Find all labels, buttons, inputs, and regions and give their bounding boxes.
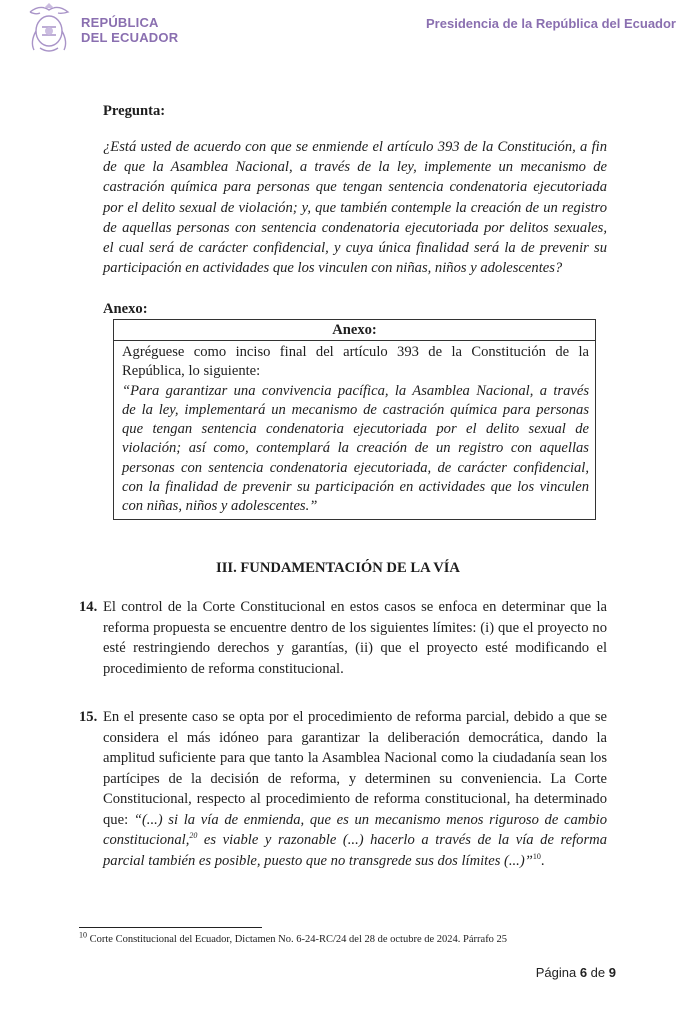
page-current: 6 (579, 965, 588, 980)
court-quote: parcial también es posible, puesto que no transgrede sus dos límites (...)” (103, 852, 533, 869)
period: . (540, 852, 545, 869)
paragraph-line: procedimiento de reforma constitucional. (103, 660, 344, 677)
question-line: por el delito sexual de violación; y, que también contemple la creación de un registro (103, 199, 607, 216)
question-line: de aquellas personas con sentencia condenatoria ejecutoriada por delitos sexuales, (103, 219, 607, 236)
paragraph-15 (103, 707, 607, 871)
header-title: Presidencia de la República del Ecuador (426, 16, 676, 31)
paragraph-number-14: 14. (79, 599, 98, 615)
page-total: 9 (608, 965, 616, 980)
logo-text (81, 15, 178, 45)
annex-label: Anexo: (103, 301, 148, 317)
paragraph-line: considera el más idóneo para garantizar la deliberación democrática, dando la (103, 729, 607, 746)
paragraph-line: En el presente caso se opta por el procedimiento de reforma parcial, debido a que se (103, 709, 607, 725)
annex-box-title: Anexo: (114, 320, 595, 341)
question-text (103, 137, 607, 278)
annex-quote-line: “Para garantizar una convivencia pacífica, la Asamblea Nacional, a través (122, 382, 589, 399)
question-line: participación en actividades que los vinculen con niñas, niños y adolescentes? (103, 260, 563, 277)
page-of: de (590, 965, 606, 980)
page-header (0, 0, 676, 60)
footnote (79, 930, 508, 945)
paragraph-line: reforma propuesta se encuentre dentro de los siguientes límites: (i) que el proyecto no (103, 619, 607, 636)
logo-line-1: REPÚBLICA (81, 15, 159, 30)
footnote-text: Corte Constitucional del Ecuador, Dictamen No. 6-24-RC/24 del 28 de octubre de 2024. Párrafo 25 (87, 934, 508, 945)
paragraph-number-15: 15. (79, 709, 98, 725)
paragraph-line (103, 830, 607, 851)
annex-quote-line: que tengan sentencia condenatoria ejecutoriada por el delito sexual de (122, 421, 589, 438)
paragraph-line: El control de la Corte Constitucional en estos casos se enfoca en determinar que la (103, 599, 607, 615)
annex-quote-line: personas con sentencia condenatoria ejecutoriada, de carácter confidencial, (122, 459, 589, 476)
paragraph-line: esté restringiendo derechos y garantías, (ii) que el proyecto esté modificando el (103, 640, 607, 656)
annex-box (113, 319, 596, 520)
footnote-marker: 10 (79, 930, 87, 940)
paragraph-14 (103, 597, 607, 679)
question-label: Pregunta: (103, 103, 166, 119)
paragraph-line: Constitucional, respecto al procedimiento de reforma constitucional, ha determinado (103, 791, 607, 807)
annex-quote-line: con la finalidad de prevenir su participación en actividades que los vinculen (122, 479, 589, 496)
paragraph-line: amplitud suficiente para que tanto la Asamblea Nacional como la ciudadanía sean los (103, 750, 607, 766)
court-quote: es viable y razonable (...) hacerlo a través de la vía de reforma (197, 832, 607, 848)
annex-intro-line: República, lo siguiente: (122, 363, 261, 380)
annex-intro-line: Agréguese como inciso final del artículo 393 de la Constitución de la (122, 344, 589, 360)
footnote-ref-20[interactable]: 20 (189, 831, 198, 841)
section-title: III. FUNDAMENTACIÓN DE LA VÍA (216, 560, 460, 576)
footnote-ref-10[interactable]: 10 (532, 851, 541, 861)
question-line: el cual será de carácter confidencial, y cuya única finalidad será la de prevenir su (103, 240, 607, 257)
coat-of-arms-icon (22, 2, 76, 54)
logo-line-2: DEL ECUADOR (81, 30, 179, 45)
footnote-divider (79, 927, 262, 928)
question-line: de que la Asamblea Nacional, a través de la ley, implemente un mecanismo de (103, 159, 607, 176)
court-quote: “(...) si la vía de enmienda, que es un mecanismo menos riguroso de cambio (133, 811, 607, 828)
annex-body (122, 343, 589, 517)
annex-quote-line: con niñas, niños y adolescentes.” (122, 498, 318, 515)
court-quote: constitucional, (103, 832, 190, 848)
paragraph-line (103, 851, 607, 872)
annex-quote-line: violación; así como, contemplará la creación de un registro con aquellas (122, 440, 589, 457)
paragraph-line (103, 810, 607, 831)
quote-intro: que: (103, 811, 134, 828)
paragraph-line: partícipes de la decisión de reforma, y determinen su conveniencia. La Corte (103, 770, 607, 787)
page-label: Página (535, 965, 577, 980)
question-line: ¿Está usted de acuerdo con que se enmiende el artículo 393 de la Constitución, a fin (103, 139, 607, 155)
question-line: castración química para personas que tengan sentencia condenatoria ejecutoriada (103, 179, 607, 196)
annex-quote-line: de la ley, implementará un mecanismo de castración química para personas (122, 401, 589, 418)
page-number (536, 965, 616, 980)
